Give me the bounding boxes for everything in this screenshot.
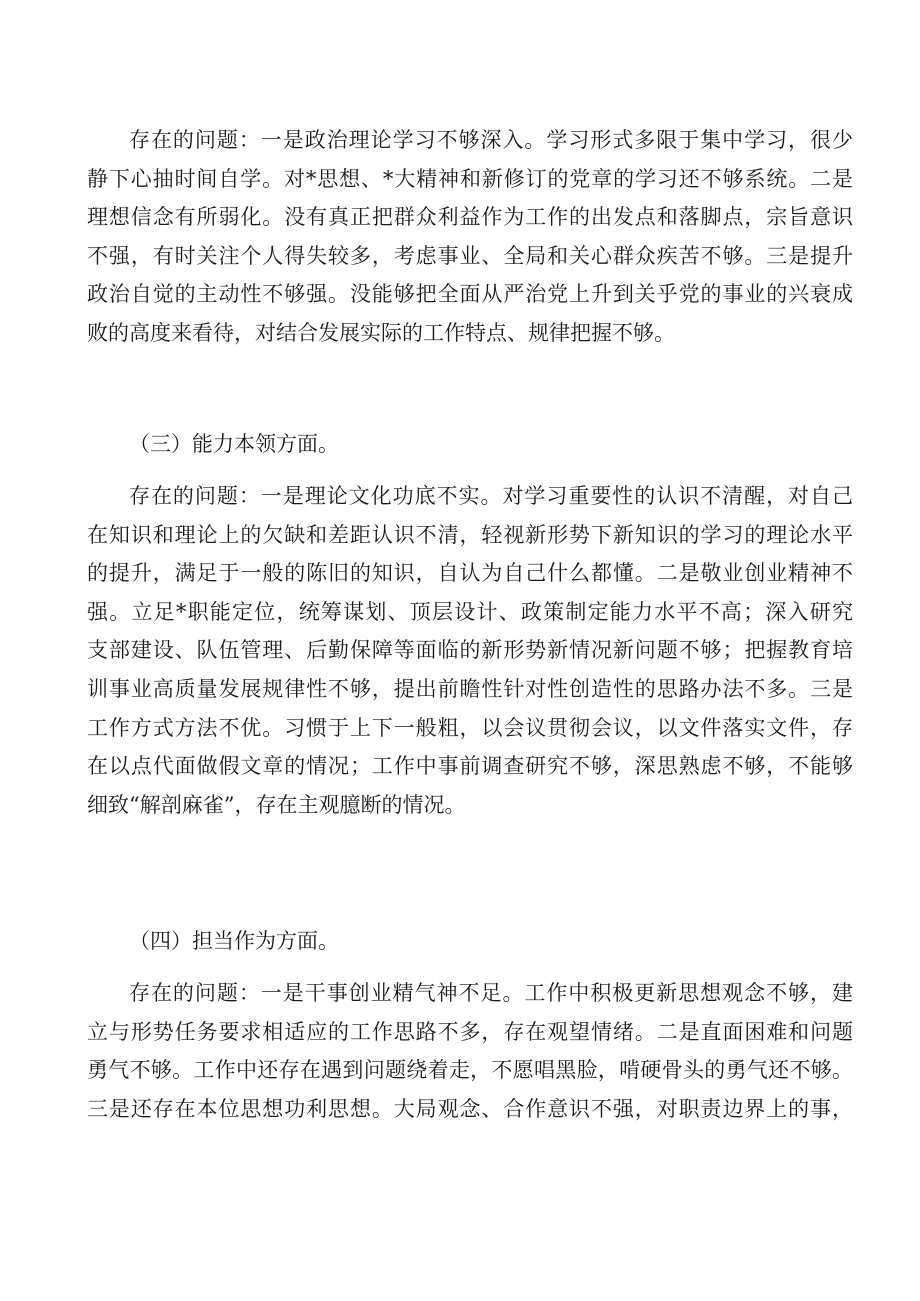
paragraph-line: 立与形势任务要求相适应的工作思路不多，存在观望情绪。二是直面困难和问题	[87, 1019, 853, 1044]
paragraph-line: 的提升，满足于一般的陈旧的知识，自认为自己什么都懂。二是敬业创业精神不	[87, 561, 853, 586]
paragraph-line: 政治自觉的主动性不够强。没能够把全面从严治党上升到关乎党的事业的兴衰成	[87, 282, 853, 307]
paragraph-line: 存在的问题：一是政治理论学习不够深入。学习形式多限于集中学习，很少	[129, 128, 853, 152]
paragraph-line: 支部建设、队伍管理、后勤保障等面临的新形势新情况新问题不够；把握教育培	[87, 638, 853, 663]
section-heading-responsibility: （四）担当作为方面。	[129, 929, 339, 953]
paragraph-political-theory	[87, 121, 853, 353]
paragraph-line: 不强，有时关注个人得失较多，考虑事业、全局和关心群众疾苦不够。三是提升	[87, 243, 853, 268]
paragraph-responsibility	[87, 974, 853, 1128]
paragraph-line: 存在的问题：一是干事创业精气神不足。工作中积极更新思想观念不够，建	[129, 981, 853, 1005]
paragraph-line: 工作方式方法不优。习惯于上下一般粗，以会议贯彻会议，以文件落实文件，存	[87, 715, 853, 740]
paragraph-line: 存在的问题：一是理论文化功底不实。对学习重要性的认识不清醒，对自己	[129, 484, 853, 508]
paragraph-line: 在知识和理论上的欠缺和差距认识不清，轻视新形势下新知识的学习的理论水平	[87, 522, 853, 547]
paragraph-line: 三是还存在本位思想功利思想。大局观念、合作意识不强，对职责边界上的事，	[87, 1096, 853, 1121]
paragraph-line: 理想信念有所弱化。没有真正把群众利益作为工作的出发点和落脚点，宗旨意识	[87, 205, 853, 230]
paragraph-line: 败的高度来看待，对结合发展实际的工作特点、规律把握不够。	[87, 320, 675, 345]
paragraph-line: 训事业高质量发展规律性不够，提出前瞻性针对性创造性的思路办法不多。三是	[87, 676, 853, 701]
paragraph-line: 细致“解剖麻雀”，存在主观臆断的情况。	[87, 792, 466, 817]
section-heading-ability: （三）能力本领方面。	[129, 432, 339, 456]
paragraph-line: 勇气不够。工作中还存在遇到问题绕着走，不愿唱黑脸，啃硬骨头的勇气还不够。	[87, 1058, 853, 1083]
paragraph-ability	[87, 477, 853, 824]
paragraph-line: 静下心抽时间自学。对*思想、*大精神和新修订的党章的学习还不够系统。二是	[87, 166, 853, 191]
paragraph-line: 强。立足*职能定位，统筹谋划、顶层设计、政策制定能力水平不高；深入研究	[87, 599, 853, 624]
paragraph-line: 在以点代面做假文章的情况；工作中事前调查研究不够，深思熟虑不够，不能够	[87, 754, 853, 779]
